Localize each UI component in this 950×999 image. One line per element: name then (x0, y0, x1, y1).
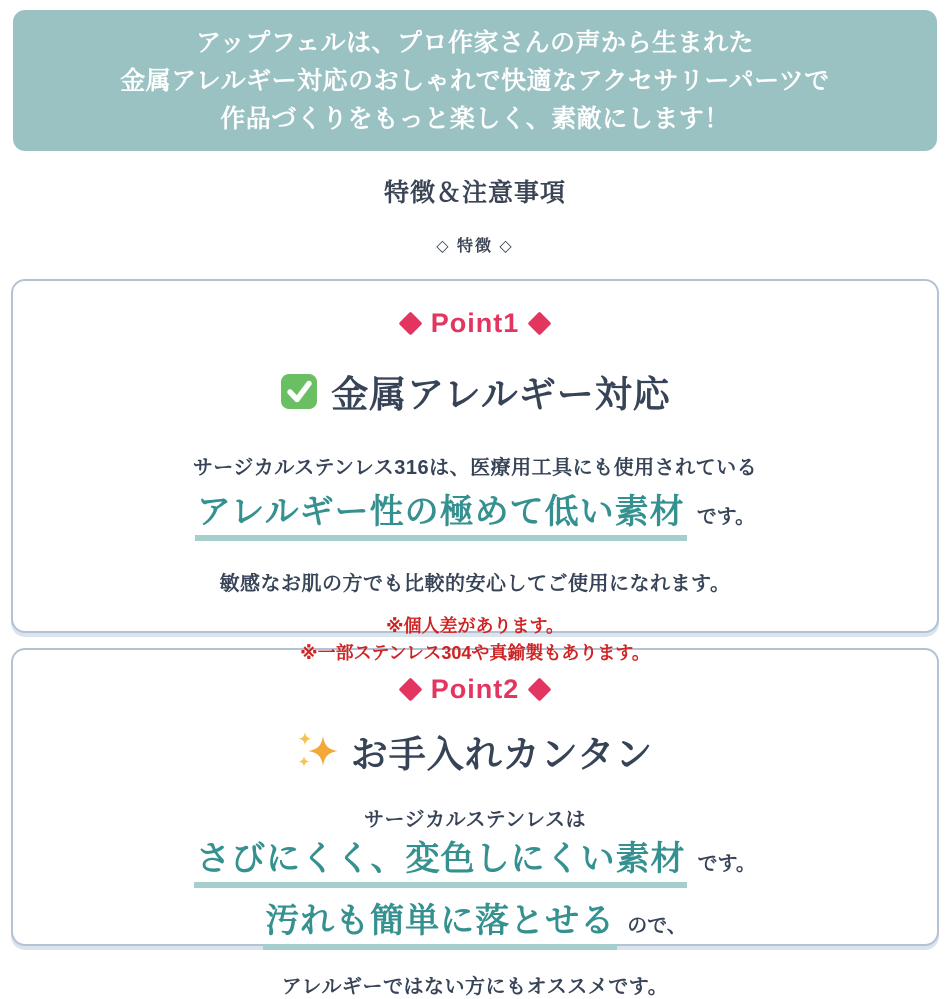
diamond-icon (398, 677, 422, 701)
diamond-icon (398, 311, 422, 335)
promo-page (0, 10, 950, 998)
card1-body: 敏感なお肌の方でも比較的安心してご使用になれます。 (219, 573, 731, 595)
diamond-icon (528, 311, 552, 335)
card2-body: アレルギーではない方にもオススメです。 (281, 976, 669, 998)
diamond-icon (528, 677, 552, 701)
point2-row (13, 674, 937, 704)
card1-heading-text: 金属アレルギー対応 (331, 374, 671, 415)
point1-label: Point1 (430, 308, 520, 338)
card1-highlight-row (13, 492, 937, 541)
card2-heading-row (13, 724, 937, 778)
card2-highlight2-text: 汚れも簡単に落とせる (263, 901, 617, 950)
banner-line-1: アップフェルは、プロ作家さんの声から生まれた (195, 28, 754, 57)
card1-highlight-text: アレルギー性の極めて低い素材 (195, 492, 687, 541)
section-subtitle: ◇ 特徴 ◇ (436, 238, 514, 255)
card1-note-2: ※一部ステンレス304や真鍮製もあります。 (300, 643, 650, 663)
card2-highlight-row-1 (13, 839, 937, 888)
point1-row (13, 308, 937, 338)
sparkles-icon (297, 730, 339, 772)
card2-highlight1-suffix: です。 (697, 853, 756, 875)
point2-label: Point2 (430, 674, 520, 704)
card1-note-1: ※個人差があります。 (385, 616, 565, 636)
card2-intro: サージカルステンレスは (364, 809, 586, 831)
check-mark-icon (279, 371, 319, 411)
banner-line-2: 金属アレルギー対応のおしゃれで快適なアクセサリーパーツで (120, 66, 830, 95)
card2-highlight2-suffix: ので、 (627, 915, 687, 937)
card2-heading-text: お手入れカンタン (350, 734, 654, 775)
card1-highlight-suffix: です。 (696, 506, 756, 528)
section-title: 特徴＆注意事項 (383, 179, 566, 207)
card1-intro: サージカルステンレス316は、医療用工具にも使用されている (192, 457, 758, 479)
card1-heading-row (13, 364, 937, 418)
feature-card-point2 (11, 648, 939, 998)
banner-line-3: 作品づくりをもっと楽しく、素敵にします！ (220, 104, 730, 133)
intro-banner (13, 10, 937, 151)
card2-highlight-row-2 (13, 901, 937, 950)
feature-card-point1 (11, 279, 939, 663)
card2-highlight1-text: さびにくく、変色しにくい素材 (194, 839, 687, 888)
